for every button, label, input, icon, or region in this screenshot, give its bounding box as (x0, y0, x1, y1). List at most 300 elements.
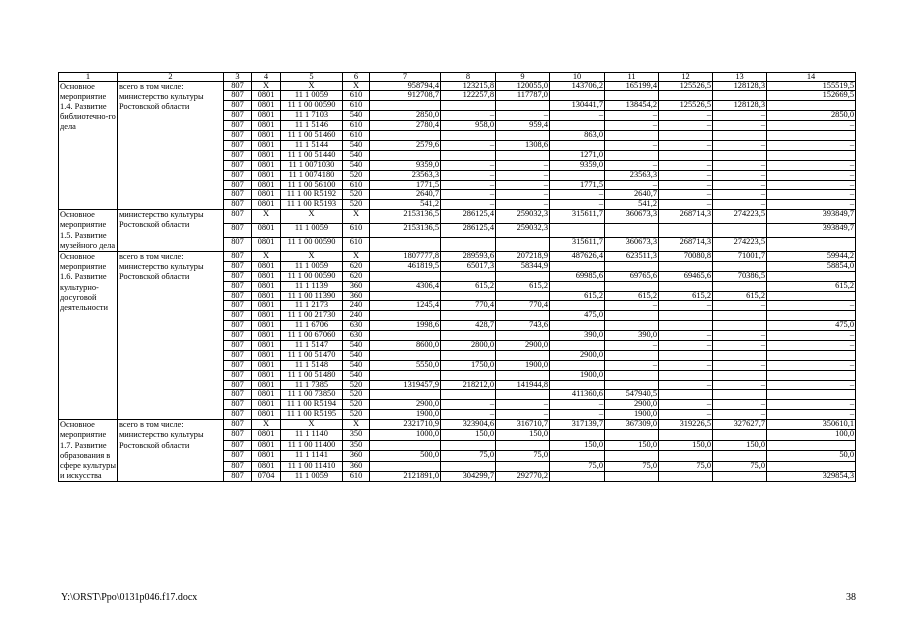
amount-cell (605, 224, 659, 238)
amount-cell: 155519,5 (767, 81, 856, 91)
amount-cell: – (659, 160, 713, 170)
amount-cell: 2850,0 (370, 111, 441, 121)
amount-cell: 286125,4 (441, 224, 496, 238)
code-cell: 240 (343, 311, 370, 321)
amount-cell (496, 131, 550, 141)
code-cell: 0801 (252, 451, 281, 461)
code-cell: 807 (224, 461, 252, 471)
code-cell: 11 1 00 56100 (281, 180, 343, 190)
amount-cell (767, 131, 856, 141)
amount-cell: 292770,2 (496, 471, 550, 481)
amount-cell: 743,6 (496, 321, 550, 331)
amount-cell (550, 121, 605, 131)
code-cell: 0801 (252, 200, 281, 210)
code-cell: 807 (224, 200, 252, 210)
amount-cell (370, 311, 441, 321)
code-cell: 807 (224, 160, 252, 170)
code-cell: 520 (343, 200, 370, 210)
amount-cell (605, 451, 659, 461)
column-number: 3 (224, 73, 252, 82)
column-number-row (59, 73, 856, 82)
column-number: 9 (496, 73, 550, 82)
code-cell: 807 (224, 471, 252, 481)
amount-cell (441, 131, 496, 141)
code-cell: 520 (343, 190, 370, 200)
amount-cell: – (496, 190, 550, 200)
amount-cell: 390,0 (550, 331, 605, 341)
amount-cell (713, 390, 767, 400)
amount-cell: 393849,7 (767, 210, 856, 224)
amount-cell (550, 301, 605, 311)
code-cell: 11 1 1141 (281, 451, 343, 461)
code-cell: 807 (224, 440, 252, 450)
code-cell: 11 1 00 51440 (281, 150, 343, 160)
amount-cell: – (659, 111, 713, 121)
amount-cell: 2121891,0 (370, 471, 441, 481)
code-cell: 520 (343, 170, 370, 180)
amount-cell: – (659, 301, 713, 311)
amount-cell (713, 311, 767, 321)
amount-cell: – (713, 140, 767, 150)
amount-cell: 615,2 (605, 291, 659, 301)
code-cell: 540 (343, 140, 370, 150)
code-cell: 11 1 5146 (281, 121, 343, 131)
code-cell: 0801 (252, 101, 281, 111)
amount-cell: 615,2 (659, 291, 713, 301)
amount-cell: – (767, 360, 856, 370)
responsible-org-cell: всего в том числе: министерство культуры Ростовской области (118, 251, 224, 419)
code-cell: 0801 (252, 281, 281, 291)
amount-cell: 100,0 (767, 430, 856, 440)
amount-cell (550, 360, 605, 370)
code-cell: X (252, 81, 281, 91)
amount-cell: 274223,5 (713, 210, 767, 224)
amount-cell: – (550, 111, 605, 121)
amount-cell: – (441, 410, 496, 420)
amount-cell (370, 101, 441, 111)
code-cell: 0801 (252, 160, 281, 170)
amount-cell: 615,2 (441, 281, 496, 291)
code-cell: 540 (343, 341, 370, 351)
amount-cell: – (659, 121, 713, 131)
code-cell: 0801 (252, 440, 281, 450)
code-cell: 807 (224, 190, 252, 200)
amount-cell: – (659, 400, 713, 410)
column-number: 14 (767, 73, 856, 82)
amount-cell: 165199,4 (605, 81, 659, 91)
code-cell: X (252, 251, 281, 261)
code-cell: 11 1 00 51480 (281, 370, 343, 380)
code-cell: 11 1 5148 (281, 360, 343, 370)
amount-cell: 2900,0 (605, 400, 659, 410)
amount-cell: 150,0 (550, 440, 605, 450)
amount-cell (441, 440, 496, 450)
amount-cell: 75,0 (605, 461, 659, 471)
amount-cell: 1271,0 (550, 150, 605, 160)
amount-cell: 58854,0 (767, 261, 856, 271)
amount-cell: – (713, 111, 767, 121)
amount-cell (441, 150, 496, 160)
amount-cell: 138454,2 (605, 101, 659, 111)
amount-cell (659, 131, 713, 141)
amount-cell: – (713, 180, 767, 190)
amount-cell: 475,0 (767, 321, 856, 331)
code-cell: 11 1 0059 (281, 91, 343, 101)
responsible-org-cell: всего в том числе: министерство культуры Ростовской области (118, 420, 224, 482)
code-cell: 0801 (252, 301, 281, 311)
amount-cell: 150,0 (441, 430, 496, 440)
amount-cell (441, 370, 496, 380)
code-cell: 11 1 1139 (281, 281, 343, 291)
code-cell: 11 1 2173 (281, 301, 343, 311)
amount-cell (713, 451, 767, 461)
table-row (59, 251, 856, 261)
amount-cell: 327627,7 (713, 420, 767, 430)
code-cell: 540 (343, 150, 370, 160)
amount-cell: – (713, 301, 767, 311)
amount-cell: 8600,0 (370, 341, 441, 351)
column-number: 1 (59, 73, 118, 82)
amount-cell: – (441, 200, 496, 210)
code-cell: 0801 (252, 91, 281, 101)
column-number: 12 (659, 73, 713, 82)
code-cell: 11 1 5147 (281, 341, 343, 351)
amount-cell (370, 238, 441, 252)
amount-cell (767, 370, 856, 380)
column-number: 8 (441, 73, 496, 82)
amount-cell (605, 430, 659, 440)
amount-cell: – (659, 341, 713, 351)
code-cell: 540 (343, 370, 370, 380)
code-cell: 807 (224, 111, 252, 121)
amount-cell: – (605, 111, 659, 121)
amount-cell: 912708,7 (370, 91, 441, 101)
code-cell: 11 1 0071030 (281, 160, 343, 170)
amount-cell (605, 261, 659, 271)
amount-cell: 75,0 (550, 461, 605, 471)
amount-cell: 117787,0 (496, 91, 550, 101)
code-cell: 11 1 7385 (281, 380, 343, 390)
amount-cell (659, 91, 713, 101)
code-cell: X (281, 420, 343, 430)
code-cell: 0801 (252, 390, 281, 400)
code-cell: 0801 (252, 321, 281, 331)
amount-cell: 315611,7 (550, 210, 605, 224)
amount-cell: 1900,0 (550, 370, 605, 380)
amount-cell (441, 271, 496, 281)
code-cell: 540 (343, 350, 370, 360)
amount-cell (713, 281, 767, 291)
amount-cell: – (713, 331, 767, 341)
amount-cell (496, 271, 550, 281)
amount-cell: 615,2 (713, 291, 767, 301)
amount-cell: 1900,0 (605, 410, 659, 420)
table-body (59, 73, 856, 482)
amount-cell (441, 311, 496, 321)
amount-cell: 329854,3 (767, 471, 856, 481)
amount-cell: – (767, 190, 856, 200)
amount-cell (441, 291, 496, 301)
amount-cell (550, 91, 605, 101)
amount-cell: 1771,5 (370, 180, 441, 190)
amount-cell: 475,0 (550, 311, 605, 321)
amount-cell (767, 350, 856, 360)
amount-cell: – (496, 180, 550, 190)
amount-cell (713, 370, 767, 380)
code-cell: 807 (224, 281, 252, 291)
activity-name-cell: Основное мероприятие 1.5. Развитие музейного дела (59, 210, 118, 252)
amount-cell: 367309,0 (605, 420, 659, 430)
activity-name-cell: Основное мероприятие 1.6. Развитие культурно-досуговой деятельности (59, 251, 118, 419)
amount-cell: 393849,7 (767, 224, 856, 238)
amount-cell: 863,0 (550, 131, 605, 141)
amount-cell: – (496, 410, 550, 420)
amount-cell (713, 150, 767, 160)
code-cell: 520 (343, 410, 370, 420)
code-cell: 0801 (252, 341, 281, 351)
code-cell: X (281, 210, 343, 224)
code-cell: 350 (343, 430, 370, 440)
amount-cell: 360673,3 (605, 210, 659, 224)
code-cell: X (343, 420, 370, 430)
amount-cell (659, 350, 713, 360)
amount-cell: 268714,3 (659, 210, 713, 224)
amount-cell: – (713, 170, 767, 180)
code-cell: 807 (224, 321, 252, 331)
code-cell: 360 (343, 451, 370, 461)
amount-cell (713, 321, 767, 331)
code-cell: 807 (224, 150, 252, 160)
amount-cell: – (659, 360, 713, 370)
amount-cell (659, 281, 713, 291)
code-cell: 0801 (252, 111, 281, 121)
code-cell: 807 (224, 451, 252, 461)
code-cell: 540 (343, 160, 370, 170)
amount-cell: 69765,6 (605, 271, 659, 281)
code-cell: 0801 (252, 121, 281, 131)
amount-cell: – (713, 360, 767, 370)
code-cell: 0801 (252, 224, 281, 238)
amount-cell: – (713, 121, 767, 131)
amount-cell (441, 390, 496, 400)
code-cell: 807 (224, 271, 252, 281)
amount-cell: 23563,3 (370, 170, 441, 180)
amount-cell: 1319457,9 (370, 380, 441, 390)
column-number: 2 (118, 73, 224, 82)
amount-cell: – (441, 400, 496, 410)
code-cell: 807 (224, 210, 252, 224)
amount-cell: 1245,4 (370, 301, 441, 311)
amount-cell: 319226,5 (659, 420, 713, 430)
code-cell: 11 1 00 11410 (281, 461, 343, 471)
amount-cell: 23563,3 (605, 170, 659, 180)
amount-cell: – (605, 160, 659, 170)
amount-cell: 70080,8 (659, 251, 713, 261)
code-cell: 807 (224, 140, 252, 150)
amount-cell (496, 150, 550, 160)
code-cell: 11 1 00 00590 (281, 271, 343, 281)
amount-cell (659, 261, 713, 271)
amount-cell: 428,7 (441, 321, 496, 331)
code-cell: 807 (224, 91, 252, 101)
code-cell: 807 (224, 261, 252, 271)
amount-cell (370, 350, 441, 360)
amount-cell (496, 350, 550, 360)
amount-cell (767, 390, 856, 400)
amount-cell: – (550, 190, 605, 200)
amount-cell (659, 390, 713, 400)
amount-cell: – (550, 200, 605, 210)
code-cell: 11 1 0059 (281, 471, 343, 481)
amount-cell: 122257,8 (441, 91, 496, 101)
amount-cell (767, 271, 856, 281)
amount-cell (767, 238, 856, 252)
amount-cell (767, 461, 856, 471)
amount-cell: 259032,3 (496, 224, 550, 238)
amount-cell: – (767, 200, 856, 210)
table-row (59, 81, 856, 91)
code-cell: 807 (224, 224, 252, 238)
code-cell: 11 1 1140 (281, 430, 343, 440)
amount-cell: 274223,5 (713, 238, 767, 252)
amount-cell: 1308,6 (496, 140, 550, 150)
code-cell: 11 1 00 11390 (281, 291, 343, 301)
code-cell: 807 (224, 360, 252, 370)
amount-cell (370, 440, 441, 450)
amount-cell (441, 461, 496, 471)
amount-cell: 1771,5 (550, 180, 605, 190)
amount-cell (767, 311, 856, 321)
code-cell: 807 (224, 350, 252, 360)
amount-cell (441, 331, 496, 341)
column-number: 7 (370, 73, 441, 82)
amount-cell (605, 91, 659, 101)
code-cell: 0801 (252, 400, 281, 410)
amount-cell: – (496, 400, 550, 410)
amount-cell (713, 430, 767, 440)
code-cell: 807 (224, 390, 252, 400)
code-cell: 807 (224, 180, 252, 190)
amount-cell: 289593,6 (441, 251, 496, 261)
amount-cell: 152669,5 (767, 91, 856, 101)
code-cell: 0801 (252, 430, 281, 440)
amount-cell: 2153136,5 (370, 210, 441, 224)
code-cell: 11 1 00 R5192 (281, 190, 343, 200)
amount-cell (659, 224, 713, 238)
code-cell: 520 (343, 400, 370, 410)
amount-cell: 461819,5 (370, 261, 441, 271)
code-cell: 807 (224, 341, 252, 351)
amount-cell: 120055,0 (496, 81, 550, 91)
amount-cell (605, 131, 659, 141)
code-cell: 11 1 0059 (281, 224, 343, 238)
code-cell: 360 (343, 461, 370, 471)
amount-cell: – (441, 180, 496, 190)
column-number: 10 (550, 73, 605, 82)
amount-cell: – (767, 301, 856, 311)
amount-cell: 317139,7 (550, 420, 605, 430)
document-path: Y:\ORST\Ppo\0131p046.f17.docx (61, 592, 198, 603)
amount-cell (659, 321, 713, 331)
code-cell: 807 (224, 81, 252, 91)
code-cell: X (343, 210, 370, 224)
amount-cell: 5550,0 (370, 360, 441, 370)
amount-cell (605, 370, 659, 380)
amount-cell: 1750,0 (441, 360, 496, 370)
amount-cell (767, 150, 856, 160)
amount-cell: 958,0 (441, 121, 496, 131)
amount-cell (496, 238, 550, 252)
amount-cell: 69465,6 (659, 271, 713, 281)
code-cell: 11 1 00 00590 (281, 238, 343, 252)
amount-cell: – (605, 301, 659, 311)
code-cell: 610 (343, 238, 370, 252)
code-cell: 807 (224, 121, 252, 131)
code-cell: 360 (343, 291, 370, 301)
amount-cell: 615,2 (550, 291, 605, 301)
column-number: 5 (281, 73, 343, 82)
code-cell: 0801 (252, 370, 281, 380)
column-number: 6 (343, 73, 370, 82)
code-cell: 350 (343, 440, 370, 450)
code-cell: 11 1 00 21730 (281, 311, 343, 321)
amount-cell: 390,0 (605, 331, 659, 341)
amount-cell: – (605, 140, 659, 150)
amount-cell (713, 131, 767, 141)
amount-cell (496, 461, 550, 471)
code-cell: 807 (224, 410, 252, 420)
amount-cell: – (441, 140, 496, 150)
code-cell: 11 1 00 51470 (281, 350, 343, 360)
amount-cell: 65017,3 (441, 261, 496, 271)
code-cell: 0801 (252, 150, 281, 160)
amount-cell: 500,0 (370, 451, 441, 461)
amount-cell: – (767, 170, 856, 180)
code-cell: 0801 (252, 410, 281, 420)
amount-cell: 2900,0 (550, 350, 605, 360)
code-cell: 11 1 00 R5195 (281, 410, 343, 420)
amount-cell (370, 150, 441, 160)
amount-cell: 268714,3 (659, 238, 713, 252)
amount-cell: 2800,0 (441, 341, 496, 351)
amount-cell: – (767, 140, 856, 150)
amount-cell: 350610,1 (767, 420, 856, 430)
amount-cell: – (605, 360, 659, 370)
amount-cell: 1998,6 (370, 321, 441, 331)
amount-cell: 130441,7 (550, 101, 605, 111)
amount-cell: – (496, 170, 550, 180)
code-cell: 807 (224, 430, 252, 440)
column-number: 13 (713, 73, 767, 82)
code-cell: X (252, 210, 281, 224)
amount-cell (496, 440, 550, 450)
code-cell: 610 (343, 91, 370, 101)
amount-cell: – (713, 190, 767, 200)
amount-cell: 2900,0 (496, 341, 550, 351)
amount-cell: 541,2 (605, 200, 659, 210)
activity-name-cell: Основное мероприятие 1.4. Развитие библиотечно-го дела (59, 81, 118, 210)
amount-cell: – (605, 180, 659, 190)
code-cell: 11 1 00 00590 (281, 101, 343, 111)
amount-cell: 1900,0 (496, 360, 550, 370)
amount-cell: 315611,7 (550, 238, 605, 252)
amount-cell: – (659, 170, 713, 180)
code-cell: 360 (343, 281, 370, 291)
code-cell: X (281, 251, 343, 261)
amount-cell (659, 451, 713, 461)
amount-cell: 1000,0 (370, 430, 441, 440)
amount-cell: – (767, 160, 856, 170)
